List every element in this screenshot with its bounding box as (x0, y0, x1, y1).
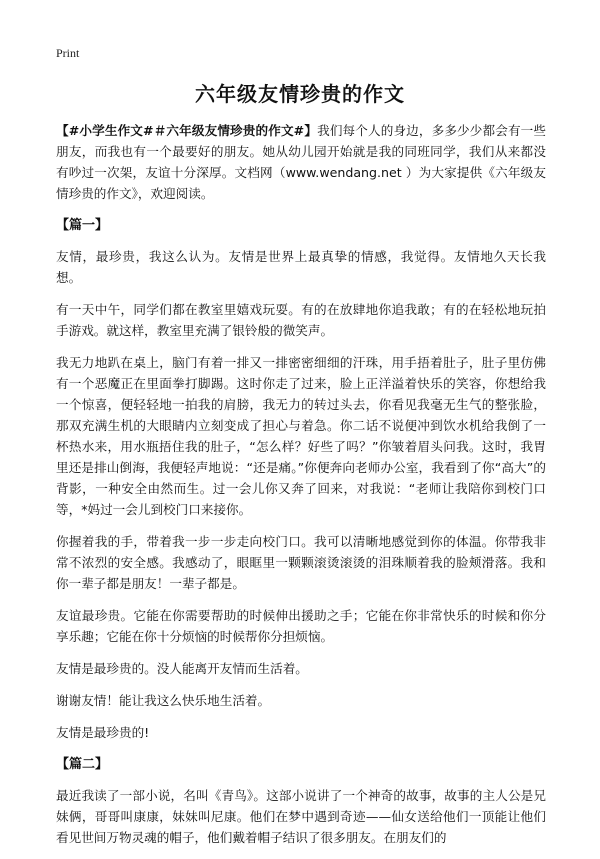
document-title: 六年级友情珍贵的作文 (195, 82, 405, 106)
section-heading-2: 【篇二】 (56, 757, 109, 772)
section-1-paragraph: 谢谢友情！能让我这么快乐地生活着。 (56, 693, 271, 708)
intro-text: 我们每个人的身边，多多少少都会有一些朋友，而我也有一个最要好的朋友。她从幼儿园开始就是我的同班同学，我们从来都没有吵过一次架，友谊十分深厚。文档网（www.wendang.net ）为大家提供《六年级友情珍贵的作文》，欢迎阅读。 (56, 123, 546, 201)
section-2-paragraph: 最近我读了一部小说，名叫《青鸟》。这部小说讲了一个神奇的故事，故事的主人公是兄妹俩，哥哥叫康康，妹妹叫尼康。他们在梦中遇到奇迹——仙女送给他们一顶能让他们看见世间万物灵魂的帽子，他们戴着帽子结识了很多朋友。在朋友们的 (56, 788, 546, 845)
intro-tag: 【#小学生作文#＃六年级友情珍贵的作文#】 (56, 123, 318, 138)
print-link[interactable]: Print (56, 46, 80, 60)
section-1-paragraph: 我无力地趴在桌上，脑门有着一排又一排密密细细的汗珠，用手捂着肚子，肚子里仿佛有一个恶魔正在里面拳打脚踢。这时你走了过来，脸上正洋溢着快乐的笑容，你想给我一个惊喜，便轻轻地一拍我的肩膀，我无力的转过头去，你看见我毫无生气的整张脸，那双充满生机的大眼睛内立刻变成了担心与着急。你二话不说便冲到饮水机给我倒了一杯热水来，用水瓶捂住我的肚子，“怎么样？好些了吗？”你皱着眉头问我。这时，我胃里还是排山倒海，我便轻声地说：“还是痛。”你便奔向老师办公室，我看到了你“高大”的背影，一种安全由然而生。过一会儿你又奔了回来，对我说：“老师让我陪你到校门口等，*妈过一会儿到校门口来接你。 (56, 355, 546, 517)
section-1-paragraph: 友情，最珍贵，我这么认为。友情是世界上最真挚的情感，我觉得。友情地久天长我想。 (56, 249, 546, 285)
document-body (56, 120, 546, 859)
section-1-paragraph: 有一天中午，同学们都在教室里嬉戏玩耍。有的在放肆地你追我敢；有的在轻松地玩拍手游戏。就这样，教室里充满了银铃般的微笑声。 (56, 302, 546, 338)
section-heading-1: 【篇一】 (56, 218, 109, 233)
section-1-paragraph: 友谊最珍贵。它能在你需要帮助的时候伸出援助之手；它能在你非常快乐的时候和你分享乐趣；它能在你十分烦恼的时候帮你分担烦恼。 (56, 608, 546, 644)
section-1-paragraph: 友情是最珍贵的! (56, 725, 150, 740)
section-1-paragraph: 你握着我的手，带着我一步一步走向校门口。我可以清晰地感觉到你的体温。你带我非常不浓烈的安全感。我感动了，眼眶里一颗颗滚烫滚烫的泪珠顺着我的脸颊滑落。我和你一辈子都是朋友！一辈子都是。 (56, 534, 546, 591)
intro-paragraph (56, 120, 546, 204)
section-1-paragraph: 友情是最珍贵的。没人能离开友情而生活着。 (56, 661, 308, 676)
